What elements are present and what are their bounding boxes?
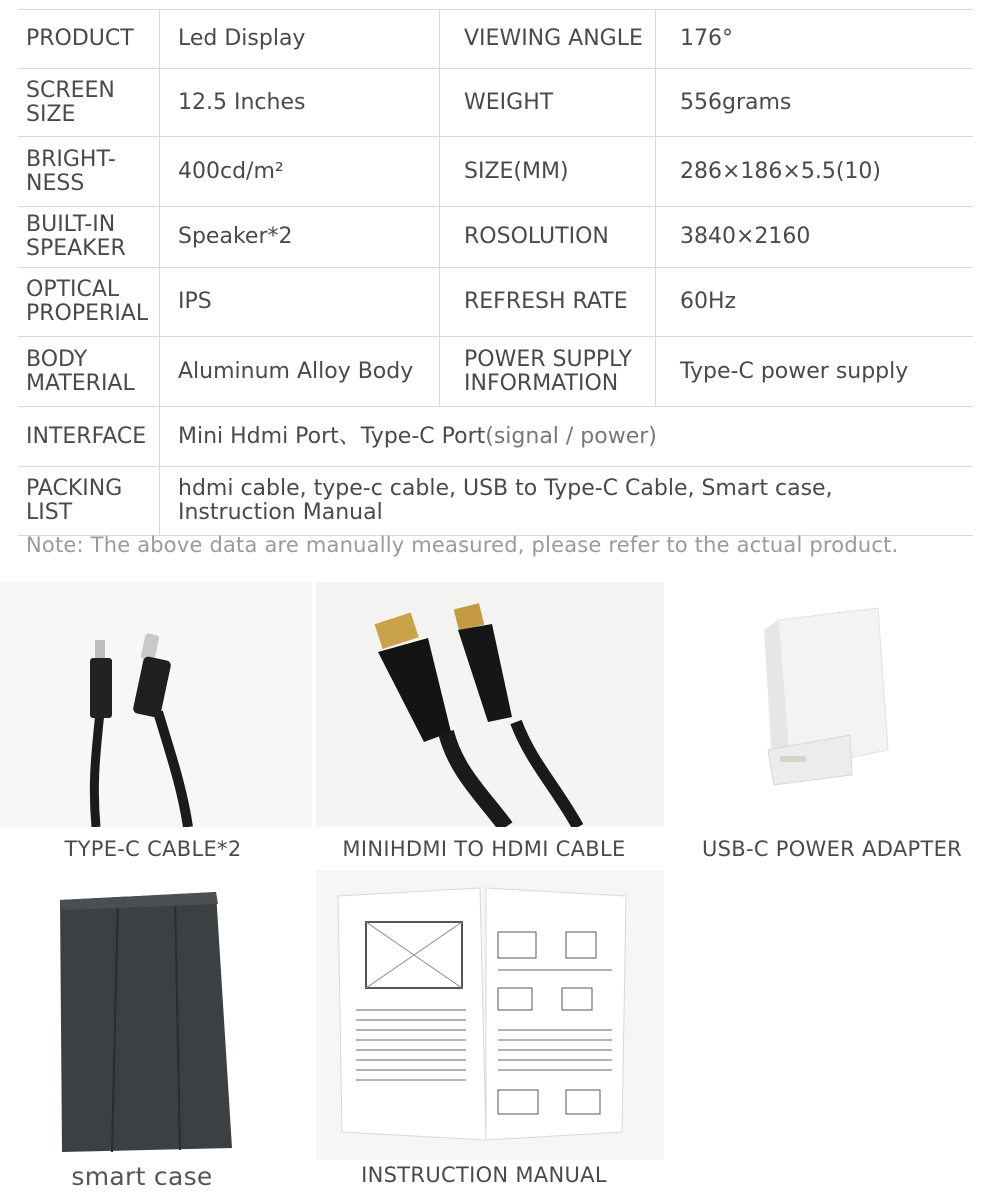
spec-label: PRODUCT — [18, 10, 160, 68]
spec-value: 286×186×5.5(10) — [680, 158, 881, 184]
hdmi-cable-caption: MINIHDMI TO HDMI CABLE — [342, 837, 626, 861]
interface-ports: Mini Hdmi Port、Type-C Port — [178, 423, 486, 449]
spec-label: BUILT-IN SPEAKER — [18, 207, 160, 267]
spec-label: ROSOLUTION — [440, 207, 656, 267]
spec-label: POWER SUPPLY INFORMATION — [440, 337, 656, 406]
spec-label: BRIGHT- NESS — [18, 137, 160, 206]
spec-row-interface — [18, 406, 973, 466]
spec-row — [18, 206, 973, 267]
spec-row-packing — [18, 466, 973, 536]
spec-label: VIEWING ANGLE — [440, 10, 656, 68]
spec-row — [18, 267, 973, 336]
spec-label: PACKING LIST — [18, 467, 160, 535]
spec-label: SCREEN SIZE — [18, 69, 160, 136]
spec-label: BODY MATERIAL — [18, 337, 160, 406]
typec-cable-caption: TYPE-C CABLE*2 — [64, 837, 242, 861]
spec-value: IPS — [160, 268, 440, 336]
instruction-manual-photo — [316, 870, 664, 1160]
spec-row — [18, 68, 973, 136]
spec-label: REFRESH RATE — [440, 268, 656, 336]
spec-value: Aluminum Alloy Body — [160, 337, 440, 406]
spec-value: Type-C power supply — [680, 358, 909, 384]
spec-value: hdmi cable, type-c cable, USB to Type-C Cable, Smart case, Instruction Manual — [178, 476, 833, 525]
spec-label: SIZE(MM) — [440, 137, 656, 206]
typec-cable-photo — [0, 582, 312, 827]
hdmi-cable-photo — [316, 582, 664, 827]
spec-table — [18, 9, 973, 536]
spec-value: 556grams — [680, 89, 792, 115]
spec-value: 60Hz — [680, 289, 737, 314]
power-adapter-caption: USB-C POWER ADAPTER — [701, 837, 963, 861]
instruction-manual-caption: INSTRUCTION MANUAL — [361, 1163, 607, 1187]
spec-row — [18, 9, 973, 68]
power-adapter-photo — [700, 600, 962, 810]
spec-label: WEIGHT — [440, 69, 656, 136]
spec-value: 400cd/m² — [160, 137, 440, 206]
spec-value: Led Display — [160, 10, 440, 68]
spec-row — [18, 136, 973, 206]
spec-value — [160, 407, 973, 466]
smart-case-photo — [40, 890, 240, 1160]
smart-case-caption: smart case — [71, 1162, 213, 1191]
spec-label: OPTICAL PROPERIAL — [18, 268, 160, 336]
spec-value: Speaker*2 — [160, 207, 440, 267]
spec-label: INTERFACE — [18, 407, 160, 466]
interface-note: (signal / power) — [485, 423, 657, 449]
spec-value: 12.5 Inches — [160, 69, 440, 136]
spec-row — [18, 336, 973, 406]
spec-value: 3840×2160 — [680, 224, 811, 249]
measurement-note: Note: The above data are manually measured, please refer to the actual product. — [26, 533, 899, 557]
spec-value: 176° — [680, 26, 733, 51]
